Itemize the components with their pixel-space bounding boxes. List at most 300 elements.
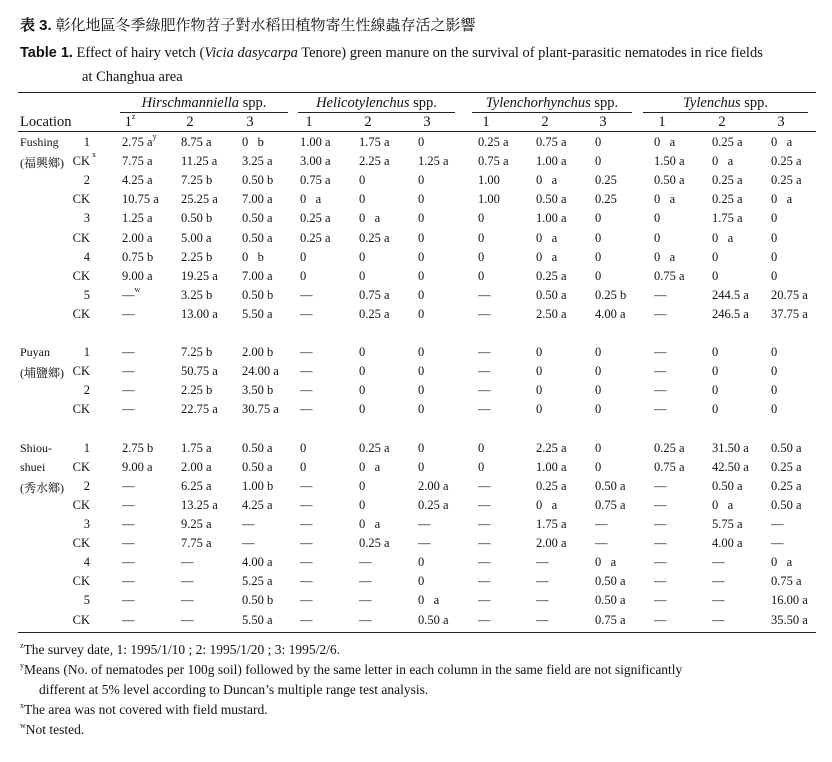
table-cell: 0 a — [536, 497, 558, 512]
table-title-english — [20, 41, 820, 89]
table-cell: — — [478, 345, 491, 360]
table-cell: — — [122, 478, 135, 493]
table-row — [0, 498, 832, 517]
table-cell: — — [300, 345, 313, 360]
table-cell: — — [478, 555, 491, 570]
table-cell: — — [654, 612, 667, 627]
table-cell: — — [654, 517, 667, 531]
table-cell: 4.00 a — [595, 306, 626, 321]
date-header: 3 — [246, 114, 254, 130]
table-cell: 0 a — [300, 192, 322, 207]
footnote-mark: w — [20, 721, 26, 730]
table-cell: — — [122, 497, 135, 512]
replicate-label: 1 — [83, 345, 90, 360]
date-header: 1 — [482, 114, 490, 130]
table-cell: 0 — [418, 249, 425, 264]
table-cell: — — [654, 593, 667, 608]
table-cell: 0 — [359, 497, 366, 512]
table-cell: — — [595, 517, 608, 531]
table-cell: — — [478, 402, 491, 417]
table-cell: 7.00 a — [242, 268, 273, 283]
table-cell: 0 — [359, 249, 366, 264]
date-header: 3 — [423, 114, 431, 130]
table-cell: — — [181, 574, 194, 589]
table-cell: 7.75 a — [181, 536, 212, 551]
table-cell: 0 — [595, 135, 602, 149]
replicate-label: CK x — [72, 150, 96, 169]
table-cell: 6.25 a — [181, 478, 212, 493]
table-number-en: Table 1. — [20, 45, 73, 61]
table-cell: 0 — [359, 402, 366, 417]
table-cell: 11.25 a — [181, 154, 218, 169]
table-cell: — — [712, 612, 725, 627]
table-cell: — — [478, 536, 491, 551]
table-cell: 0 — [595, 268, 602, 283]
table-cell: 246.5 a — [712, 306, 749, 321]
table-cell: 1.75 a — [359, 135, 390, 149]
footnote-mark: z — [20, 641, 24, 650]
replicate-label: CK — [72, 364, 90, 379]
table-cell: 4.25 a — [122, 173, 153, 188]
table-cell: 0 — [418, 135, 425, 149]
footnote-mark: x — [92, 150, 96, 160]
table-cell: 42.50 a — [712, 459, 749, 474]
table-cell: — — [122, 612, 135, 627]
table-cell: 0.25 — [595, 173, 617, 188]
footnote-mark: x — [20, 701, 24, 710]
table-cell: 0 — [712, 249, 719, 264]
table-row — [0, 150, 832, 173]
table-cell: — — [478, 364, 491, 379]
table-cell: 0 — [478, 268, 485, 283]
table-cell: 0.75 a — [478, 154, 509, 169]
table-cell: — — [654, 364, 667, 379]
replicate-label: CK — [72, 192, 90, 207]
table-cell: 2.25 b — [181, 249, 213, 264]
table-cell: 0 — [712, 383, 719, 398]
table-cell: 0.25 — [595, 192, 617, 207]
table-cell: — — [654, 306, 667, 321]
table-cell: 0 a — [359, 517, 381, 531]
location-label: (秀水鄉) — [20, 480, 64, 495]
table-cell: — — [300, 383, 313, 398]
table-cell: 1.00 a — [536, 459, 567, 474]
replicate-label: 5 — [83, 287, 90, 302]
table-cell: 0 — [654, 211, 661, 226]
title-text-a: Effect of hairy vetch ( — [76, 45, 205, 61]
table-row — [0, 269, 832, 288]
table-cell: 0 a — [654, 249, 676, 264]
table-cell: 0.75 a — [654, 459, 685, 474]
table-cell: 244.5 a — [712, 287, 749, 302]
table-cell: 0 a — [654, 192, 676, 207]
date-header: 2 — [364, 114, 372, 130]
table-cell: — — [478, 593, 491, 608]
table-cell: 0.25 a — [771, 459, 802, 474]
table-cell: 0 a — [771, 135, 793, 149]
table-cell: — — [654, 345, 667, 360]
table-cell: 0 a — [712, 230, 734, 245]
table-cell: — — [300, 364, 313, 379]
table-row — [0, 383, 832, 402]
table-cell: 0 — [359, 364, 366, 379]
table-cell: 0.50 a — [242, 211, 273, 226]
table-cell: — — [418, 536, 431, 551]
table-cell: 5.75 a — [712, 517, 743, 531]
date-header: 2 — [541, 114, 549, 130]
footnote-mark: y — [152, 132, 157, 141]
table-cell: 1.00 a — [300, 135, 331, 149]
replicate-label: CK — [72, 536, 90, 551]
table-header-rule — [18, 131, 816, 132]
table-cell: 0.50 b — [242, 593, 274, 608]
table-cell: — — [300, 612, 313, 627]
table-cell: 0 — [771, 383, 778, 398]
table-cell: 0.50 b — [242, 173, 274, 188]
title-line-2: at Changhua area — [82, 69, 183, 85]
table-cell: — — [122, 364, 135, 379]
genus-underline — [120, 112, 288, 113]
genus-header: Hirschmanniella spp. — [141, 95, 267, 111]
table-cell: — — [300, 287, 313, 302]
table-cell: — — [595, 536, 608, 551]
table-row — [0, 593, 832, 612]
table-cell: 0 a — [771, 555, 793, 570]
table-cell: — — [478, 383, 491, 398]
table-cell: 0.25 a — [771, 478, 802, 493]
replicate-label: 4 — [83, 249, 90, 264]
table-cell: — — [654, 478, 667, 493]
table-cell: 0 — [654, 230, 661, 245]
table-cell: 0 a — [712, 497, 734, 512]
table-cell: 1.25 a — [418, 154, 449, 169]
table-cell: — — [300, 478, 313, 493]
table-cell: — — [242, 536, 255, 551]
footnote-mark: w — [134, 284, 141, 294]
footnote-continuation: different at 5% level according to Duncan’s multiple range test analysis. — [39, 682, 429, 697]
table-cell: 25.25 a — [181, 192, 218, 207]
table-cell: 0 — [771, 249, 778, 264]
table-cell: 0 — [418, 230, 425, 245]
table-cell: 2.00 a — [122, 230, 153, 245]
table-cell: 0.75 a — [359, 287, 390, 302]
genus-underline — [298, 112, 455, 113]
table-cell: — — [359, 593, 372, 608]
table-cell: 0.25 a — [359, 440, 390, 455]
table-cell: 5.00 a — [181, 230, 212, 245]
footnote-mark: z — [131, 112, 136, 121]
table-title-zh-text: 彰化地區冬季綠肥作物苕子對水稻田植物寄生性線蟲存活之影響 — [55, 18, 476, 34]
table-cell: 0 — [536, 345, 543, 360]
table-cell: — — [122, 593, 135, 608]
table-row — [0, 284, 832, 307]
table-cell: 16.00 a — [771, 593, 808, 608]
table-cell: 24.00 a — [242, 364, 279, 379]
table-row — [0, 479, 832, 498]
table-cell: — — [654, 287, 667, 302]
table-cell: 0 — [478, 230, 485, 245]
table-cell: 0 — [771, 211, 778, 226]
table-cell: 3.25 a — [242, 154, 273, 169]
table-cell: 1.00 — [478, 173, 500, 188]
table-row — [0, 211, 832, 230]
table-cell: 0.25 a — [478, 135, 509, 149]
table-row — [0, 173, 832, 192]
table-cell: — — [418, 517, 431, 531]
table-cell: — — [536, 612, 549, 627]
table-cell: 0 — [595, 249, 602, 264]
table-cell: 5.25 a — [242, 574, 273, 589]
table-cell: 0 — [359, 192, 366, 207]
table-cell: 0.50 a — [654, 173, 685, 188]
table-cell: — — [712, 593, 725, 608]
table-cell: 0 — [771, 364, 778, 379]
table-cell: 4.00 a — [242, 555, 273, 570]
table-cell: — — [300, 574, 313, 589]
date-header: 2 — [186, 114, 194, 130]
table-cell: 0 — [712, 268, 719, 283]
table-cell: 0 — [478, 249, 485, 264]
table-cell: 0 — [771, 402, 778, 417]
table-top-rule — [18, 92, 816, 93]
table-cell: — — [122, 306, 135, 321]
replicate-label: 4 — [83, 555, 90, 570]
title-text-b: Tenore) green manure on the survival of plant-parasitic nematodes in rice fields — [297, 45, 763, 61]
table-cell: 22.75 a — [181, 402, 218, 417]
table-cell: 1.75 a — [181, 440, 212, 455]
table-cell: 0 — [536, 402, 543, 417]
replicate-label: CK — [72, 459, 90, 474]
date-header: 3 — [599, 114, 607, 130]
table-row — [0, 132, 832, 154]
table-cell: 0.25 a — [712, 192, 743, 207]
table-row — [0, 192, 832, 211]
table-cell: 0.50 a — [595, 478, 626, 493]
table-row — [0, 517, 832, 536]
table-cell: 0.75 a — [595, 497, 626, 512]
table-cell: 2.25 b — [181, 383, 213, 398]
table-cell: 0.50 a — [418, 612, 449, 627]
table-cell: 0 — [418, 345, 425, 360]
table-cell: 0 a — [771, 192, 793, 207]
table-cell: 0 — [418, 364, 425, 379]
location-label: Fushing — [20, 135, 59, 149]
table-cell: 0 a — [418, 593, 440, 608]
table-cell: 0 — [595, 345, 602, 360]
table-cell: 0 a — [536, 173, 558, 188]
table-cell: 1.00 a — [536, 154, 567, 169]
replicate-label: 2 — [83, 383, 90, 398]
table-cell: 0.75 a — [771, 574, 802, 589]
table-cell: 9.25 a — [181, 517, 212, 531]
table-cell: 0.50 a — [771, 497, 802, 512]
table-cell: — — [122, 345, 135, 360]
table-row — [0, 231, 832, 250]
table-cell: 0 a — [595, 555, 617, 570]
table-cell: 0 a — [359, 211, 381, 226]
table-cell: — — [771, 536, 784, 551]
table-cell: 2.25 a — [359, 154, 390, 169]
table-cell: — — [122, 536, 135, 551]
table-cell: 0.25 a — [712, 135, 743, 149]
table-cell: 0 — [536, 364, 543, 379]
table-cell: — — [300, 306, 313, 321]
table-cell: 0 — [418, 268, 425, 283]
table-cell: 0.25 a — [771, 154, 802, 169]
table-cell: 0 — [771, 345, 778, 360]
table-cell: 2.50 a — [536, 306, 567, 321]
table-row — [0, 307, 832, 326]
table-cell: 0 — [359, 268, 366, 283]
date-header: 1$^z$ — [124, 112, 136, 130]
table-cell: 0 — [300, 249, 307, 264]
replicate-label: 2 — [83, 478, 90, 493]
table-cell: — — [181, 612, 194, 627]
table-cell: 9.00 a — [122, 268, 153, 283]
table-cell: — — [478, 612, 491, 627]
replicate-label: 1 — [83, 135, 90, 149]
table-cell: — — [712, 574, 725, 589]
table-cell: 0 — [418, 440, 425, 455]
table-cell: 8.75 a — [181, 135, 212, 149]
replicate-label: 3 — [83, 517, 90, 531]
location-label: shuei — [20, 459, 46, 474]
table-cell: — — [654, 497, 667, 512]
location-label: (埔鹽鄉) — [20, 366, 64, 381]
footnote-mark: y — [20, 661, 24, 670]
table-cell: 5.50 a — [242, 612, 273, 627]
table-row — [0, 345, 832, 364]
table-cell: 31.50 a — [712, 440, 749, 455]
table-cell: 4.00 a — [712, 536, 743, 551]
table-cell: 0 — [536, 383, 543, 398]
table-cell: 2.75 b — [122, 440, 154, 455]
table-cell: 5.50 a — [242, 306, 273, 321]
table-cell: — — [654, 536, 667, 551]
table-cell: 37.75 a — [771, 306, 808, 321]
replicate-label: 5 — [83, 593, 90, 608]
table-cell: 0 — [595, 383, 602, 398]
table-cell: — — [300, 402, 313, 417]
table-cell: 7.25 b — [181, 345, 213, 360]
table-cell: 2.25 a — [536, 440, 567, 455]
table-cell: 0.75 a — [536, 135, 567, 149]
date-header: 2 — [718, 114, 726, 130]
date-header: 1 — [658, 114, 666, 130]
table-number-zh: 表 3. — [20, 17, 52, 34]
table-cell: 0 — [418, 192, 425, 207]
table-cell: 0 a — [359, 459, 381, 474]
table-cell: 0 — [595, 459, 602, 474]
location-label: Shiou- — [20, 440, 53, 455]
location-label: (福興鄉) — [20, 156, 64, 171]
table-cell: — — [654, 555, 667, 570]
replicate-label: CK — [72, 230, 90, 245]
table-cell: 7.25 b — [181, 173, 213, 188]
table-cell: 0.25 a — [300, 211, 331, 226]
table-cell: 1.00 b — [242, 478, 274, 493]
location-label: Puyan — [20, 345, 50, 360]
table-row — [0, 574, 832, 593]
table-cell: 9.00 a — [122, 459, 153, 474]
table-cell: — — [536, 574, 549, 589]
table-cell: 35.50 a — [771, 612, 808, 627]
table-cell: 2.00 a — [418, 478, 449, 493]
table-cell: 0 — [595, 230, 602, 245]
table-cell: 0 — [712, 402, 719, 417]
table-cell: — — [300, 497, 313, 512]
footnote: $^w$Not tested. — [20, 721, 85, 737]
header-location: Location — [20, 114, 72, 130]
table-cell: 0 — [595, 154, 602, 169]
table-cell: — — [242, 517, 255, 531]
table-cell: — — [181, 593, 194, 608]
table-row — [0, 364, 832, 383]
table-cell: 0.25 a — [654, 440, 685, 455]
table-cell: 2.00 a — [181, 459, 212, 474]
table-cell: 0 — [359, 478, 366, 493]
table-cell: — — [478, 478, 491, 493]
table-cell: 0 — [418, 211, 425, 226]
table-cell: 0 — [418, 306, 425, 321]
table-row — [0, 250, 832, 269]
table-row — [0, 460, 832, 479]
footnote: $^x$The area was not covered with field mustard. — [20, 701, 268, 717]
table-cell: — — [478, 517, 491, 531]
table-cell: —$^w$ — [122, 284, 141, 302]
replicate-label: CK — [72, 402, 90, 417]
table-cell: — — [478, 306, 491, 321]
table-cell: — — [654, 402, 667, 417]
table-cell: — — [359, 612, 372, 627]
table-cell: 0.50 a — [595, 574, 626, 589]
table-cell: 1.25 a — [122, 211, 153, 226]
table-cell: 0.25 a — [418, 497, 449, 512]
table-cell: 13.25 a — [181, 497, 218, 512]
table-cell: 0.50 a — [595, 593, 626, 608]
table-cell: — — [122, 574, 135, 589]
table-cell: 0 — [712, 345, 719, 360]
table-cell: 50.75 a — [181, 364, 218, 379]
table-cell: — — [478, 574, 491, 589]
table-cell: 0.50 b — [242, 287, 274, 302]
table-cell: — — [712, 555, 725, 570]
table-cell: 1.00 — [478, 192, 500, 207]
replicate-label: CK — [72, 306, 90, 321]
table-cell: 0.25 a — [771, 173, 802, 188]
table-cell: 0 — [478, 211, 485, 226]
table-cell: — — [122, 555, 135, 570]
date-header: 1 — [305, 114, 313, 130]
table-cell: 0.25 a — [536, 478, 567, 493]
table-cell: 10.75 a — [122, 192, 159, 207]
replicate-label: 1 — [83, 440, 90, 455]
table-cell: 0 — [771, 230, 778, 245]
table-cell: 0 — [595, 402, 602, 417]
table-cell: 0.25 a — [536, 268, 567, 283]
table-cell: 0.75 a — [595, 612, 626, 627]
table-cell: 1.75 a — [536, 517, 567, 531]
table-cell: — — [122, 402, 135, 417]
table-cell: 0 — [418, 459, 425, 474]
table-cell: 1.50 a — [654, 154, 685, 169]
date-header: 3 — [777, 114, 785, 130]
table-row — [0, 536, 832, 555]
table-cell: — — [300, 593, 313, 608]
table-cell: 0 b — [242, 249, 264, 264]
table-cell: 0 — [712, 364, 719, 379]
table-cell: 0.25 a — [359, 230, 390, 245]
